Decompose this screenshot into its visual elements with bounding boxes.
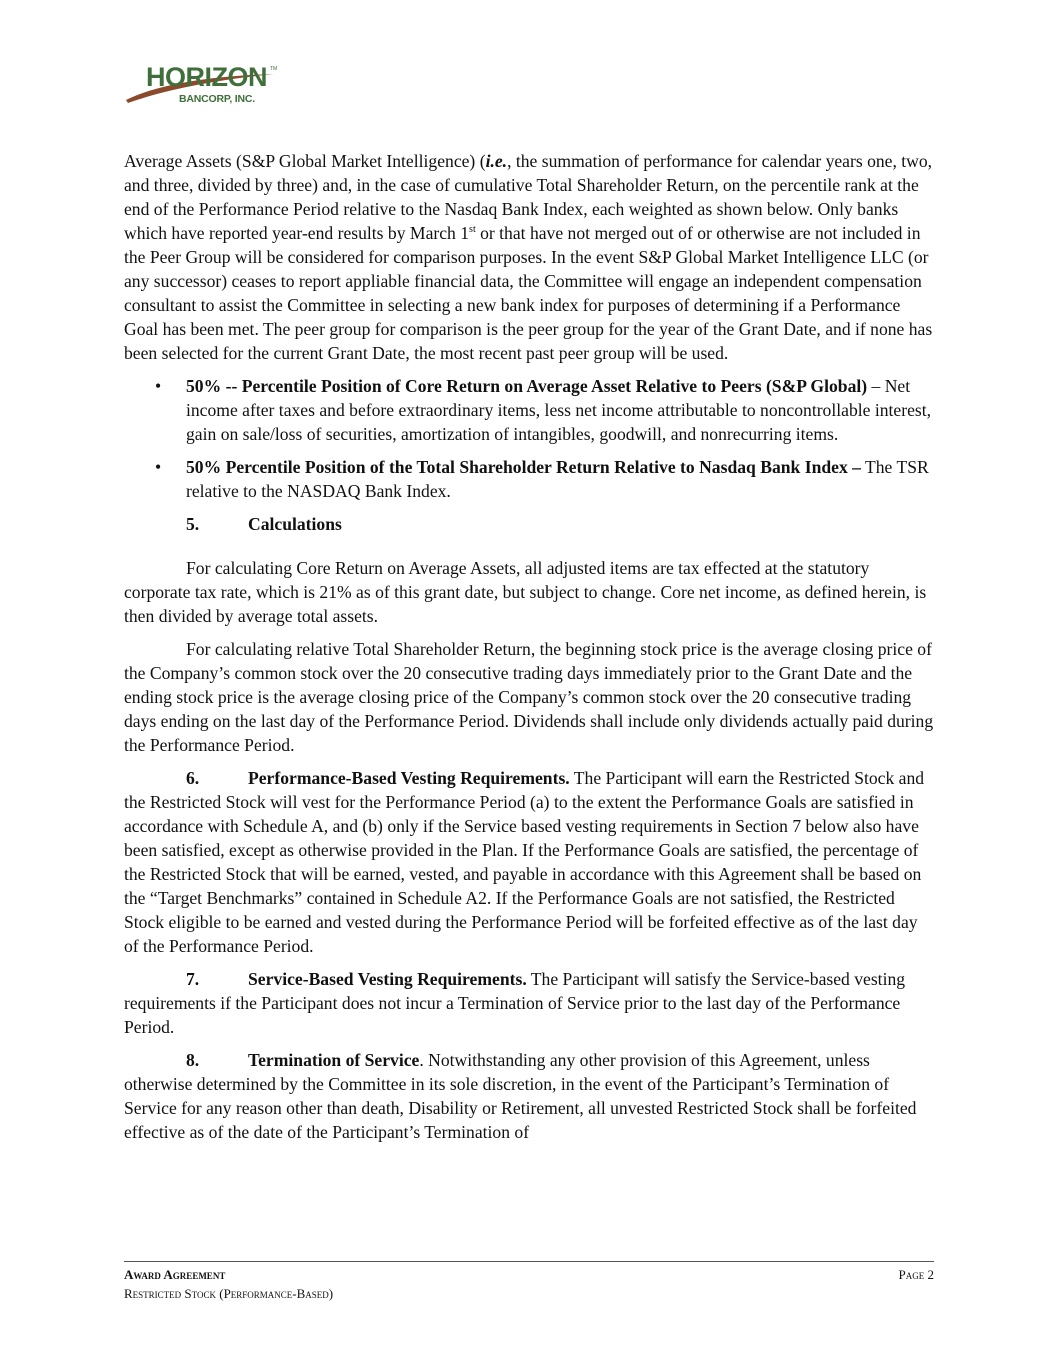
performance-metric-list [124,374,934,503]
section-number: 5. [186,514,200,534]
section-5-paragraph-1: For calculating Core Return on Average Assets, all adjusted items are tax effected at the statutory corporate tax rate, which is 21% as of this grant date, but subject to change. Core net income, as defined herein, is then divided by average total assets. [124,558,927,626]
section-title: Termination of Service [248,1050,420,1070]
footer-divider [124,1261,934,1262]
section-5-paragraph-2: For calculating relative Total Shareholder Return, the beginning stock price is the average closing price of the Company’s common stock over the 20 consecutive trading days immediately prior to the Grant Date and the ending stock price is the average closing price of the Company’s common stock over the 20 consecutive trading days ending on the last day of the Performance Period. Dividends shall include only dividends actually paid during the Performance Period. [124,639,934,755]
bullet-text: – Net income after taxes and before extraordinary items, less net income attributable to noncontrollable interest, gain on sale/loss of securities, amortization of intangibles, goodwill, and nonrecurring items. [186,376,932,444]
logo-wordmark: HORIZON [146,62,267,92]
section-6-paragraph [124,766,934,958]
bullet-icon: • [155,457,162,477]
intro-superscript: st [469,224,476,235]
bullet-text: The TSR relative to the NASDAQ Bank Index. [186,457,929,501]
section-5-heading [124,512,934,536]
section-title: Calculations [248,514,342,534]
intro-ie: i.e. [485,151,508,171]
section-number: 8. [186,1050,200,1070]
section-text: The Participant will earn the Restricted Stock and the Restricted Stock will vest for the Performance Period (a) to the extent the Performance Goals are satisfied in accordance with Schedule A, and (b) only if the Service based vesting requirements in Section 7 below also have been satisfied, except as otherwise provided in the Plan. If the Performance Goals are satisfied, the percentage of the Restricted Stock that will be earned, vested, and payable in accordance with this Agreement shall be based on the “Target Benchmarks” contained in Schedule A2. If the Performance Goals are not satisfied, the Restricted Stock eligible to be earned and vested during the Performance Period will be forfeited effective as of the last day of the Performance Period. [124,768,925,956]
intro-text-1: Average Assets (S&P Global Market Intelligence) ( [124,151,486,171]
logo-subtitle: BANCORP, INC. [179,93,255,105]
section-title: Service-Based Vesting Requirements. [248,969,527,989]
footer-document-title [124,1265,333,1303]
horizon-bancorp-logo [124,62,284,112]
intro-text-2: , the summation of performance for calendar years one, two, and three, divided by three) and, in the case of cumulative Total Shareholder Return, on the percentile rank at the end of the Performance Period relative to the Nasdaq Bank Index, each weighted as shown below. Only banks which have reported year-end results by March 1 [124,151,933,243]
section-text: . Notwithstanding any other provision of this Agreement, unless otherwise determined by the Committee in its sole discretion, in the event of the Participant’s Termination of Service for any reason other than death, Disability or Retirement, all unvested Restricted Stock shall be forfeited effective as of the date of the Participant’s Termination of [124,1050,917,1142]
section-7-paragraph [124,967,934,1039]
section-text: The Participant will satisfy the Service-based vesting requirements if the Participant does not incur a Termination of Service prior to the last day of the Performance Period. [124,969,906,1037]
footer-title: Award Agreement [124,1267,226,1282]
bullet-heading: 50% Percentile Position of the Total Shareholder Return Relative to Nasdaq Bank Index – [186,457,861,477]
section-title: Performance-Based Vesting Requirements. [248,768,570,788]
intro-text-3: or that have not merged out of or otherwise are not included in the Peer Group will be considered for comparison purposes. In the event S&P Global Market Intelligence LLC (or any successor) ceases to report appliable financial data, the Committee will engage an independent compensation consultant to assist the Committee in selecting a new bank index for purposes of determining if a Performance Goal has been met. The peer group for comparison is the peer group for the year of the Grant Date, and if none has been selected for the current Grant Date, the most recent past peer group will be used. [124,223,933,363]
section-number: 7. [186,969,200,989]
document-body [124,149,934,1144]
bullet-heading: 50% -- Percentile Position of Core Return on Average Asset Relative to Peers (S&P Global) [186,376,868,396]
footer-subtitle: Restricted Stock (Performance-Based) [124,1286,334,1301]
intro-paragraph [124,149,934,365]
list-item [155,455,934,503]
section-number: 6. [186,768,200,788]
section-8-paragraph [124,1048,934,1144]
list-item [155,374,934,446]
page-number: Page 2 [898,1267,934,1282]
bullet-icon: • [155,376,162,396]
logo-trademark: TM [270,66,278,72]
